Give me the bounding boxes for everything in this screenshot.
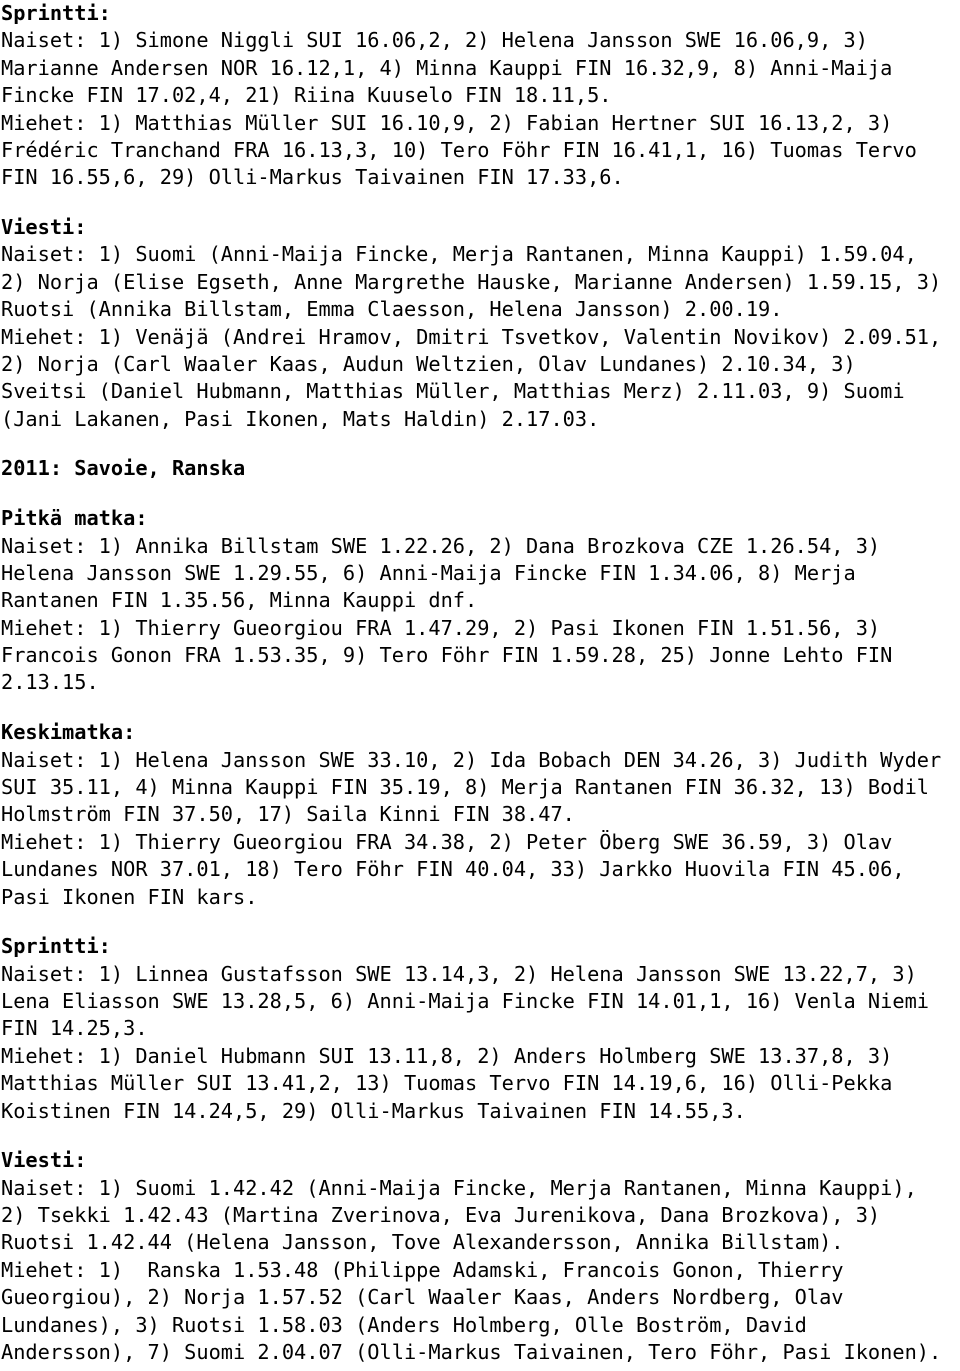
spacer [1,697,960,719]
result-line: FIN 14.25,3. [1,1016,148,1041]
spacer [1,433,960,455]
result-line: FIN 16.55,6, 29) Olli-Markus Taivainen FIN 17.33,6. [1,165,624,190]
section-relay-2010 [1,214,960,433]
result-line: Ruotsi (Annika Billstam, Emma Claesson, Helena Jansson) 2.00.19. [1,297,783,322]
result-line: (Jani Lakanen, Pasi Ikonen, Mats Haldin) 2.17.03. [1,406,600,431]
result-line: Frédéric Tranchand FRA 16.13,3, 10) Tero Föhr FIN 16.41,1, 16) Tuomas Tervo [1,137,917,162]
spacer [1,483,960,505]
result-line: Naiset: 1) Simone Niggli SUI 16.06,2, 2) Helena Jansson SWE 16.06,9, 3) [1,28,868,53]
result-line: Fincke FIN 17.02,4, 21) Riina Kuuselo FIN 18.11,5. [1,83,612,108]
result-line: Naiset: 1) Helena Jansson SWE 33.10, 2) Ida Bobach DEN 34.26, 3) Judith Wyder [1,747,942,772]
spacer [1,192,960,214]
year-title: 2011: Savoie, Ranska [1,456,246,481]
section-middle-distance [1,719,960,911]
result-line: Pasi Ikonen FIN kars. [1,884,258,909]
section-heading: Keskimatka: [1,720,136,745]
section-heading: Sprintti: [1,1,111,25]
result-line: Miehet: 1) Matthias Müller SUI 16.10,9, 2) Fabian Hertner SUI 16.13,2, 3) [1,110,893,135]
result-line: Naiset: 1) Suomi 1.42.42 (Anni-Maija Fincke, Merja Rantanen, Minna Kauppi), [1,1175,917,1200]
result-line: 2) Tsekki 1.42.43 (Martina Zverinova, Eva Jurenikova, Dana Brozkova), 3) [1,1203,881,1228]
result-line: Andersson), 7) Suomi 2.04.07 (Olli-Markus Taivainen, Tero Föhr, Pasi Ikonen). [1,1339,942,1364]
result-line: Miehet: 1) Ranska 1.53.48 (Philippe Adamski, Francois Gonon, Thierry [1,1257,844,1282]
result-line: Lundanes NOR 37.01, 18) Tero Föhr FIN 40.04, 33) Jarkko Huovila FIN 45.06, [1,857,905,882]
result-line: Sveitsi (Daniel Hubmann, Matthias Müller, Matthias Merz) 2.11.03, 9) Suomi [1,379,905,404]
result-line: Holmström FIN 37.50, 17) Saila Kinni FIN 38.47. [1,802,575,827]
spacer [1,1125,960,1147]
section-heading: Pitkä matka: [1,506,148,531]
result-line: Miehet: 1) Thierry Gueorgiou FRA 34.38, 2) Peter Öberg SWE 36.59, 3) Olav [1,829,893,854]
result-line: Marianne Andersen NOR 16.12,1, 4) Minna Kauppi FIN 16.32,9, 8) Anni-Maija [1,55,893,80]
section-sprint-2011 [1,933,960,1125]
result-line: Rantanen FIN 1.35.56, Minna Kauppi dnf. [1,588,478,613]
result-line: Gueorgiou), 2) Norja 1.57.52 (Carl Waaler Kaas, Anders Nordberg, Olav [1,1285,844,1310]
section-heading: Viesti: [1,1148,87,1173]
section-heading: Sprintti: [1,934,111,959]
result-line: Koistinen FIN 14.24,5, 29) Olli-Markus Taivainen FIN 14.55,3. [1,1098,746,1123]
result-line: 2) Norja (Carl Waaler Kaas, Audun Weltzien, Olav Lundanes) 2.10.34, 3) [1,351,856,376]
section-sprint-2010 [1,0,960,192]
result-line: Naiset: 1) Linnea Gustafsson SWE 13.14,3, 2) Helena Jansson SWE 13.22,7, 3) [1,961,917,986]
result-line: Ruotsi 1.42.44 (Helena Jansson, Tove Alexandersson, Annika Billstam). [1,1230,844,1255]
result-line: Francois Gonon FRA 1.53.35, 9) Tero Föhr FIN 1.59.28, 25) Jonne Lehto FIN [1,643,893,668]
result-line: Miehet: 1) Daniel Hubmann SUI 13.11,8, 2) Anders Holmberg SWE 13.37,8, 3) [1,1043,893,1068]
result-line: SUI 35.11, 4) Minna Kauppi FIN 35.19, 8) Merja Rantanen FIN 36.32, 13) Bodil [1,774,929,799]
result-line: 2) Norja (Elise Egseth, Anne Margrethe Hauske, Marianne Andersen) 1.59.15, 3) [1,269,942,294]
result-line: 2.13.15. [1,670,99,695]
result-line: Naiset: 1) Suomi (Anni-Maija Fincke, Merja Rantanen, Minna Kauppi) 1.59.04, [1,242,917,267]
result-line: Miehet: 1) Venäjä (Andrei Hramov, Dmitri Tsvetkov, Valentin Novikov) 2.09.51, [1,324,942,349]
result-line: Matthias Müller SUI 13.41,2, 13) Tuomas Tervo FIN 14.19,6, 16) Olli-Pekka [1,1071,893,1096]
spacer [1,911,960,933]
result-line: Miehet: 1) Thierry Gueorgiou FRA 1.47.29, 2) Pasi Ikonen FIN 1.51.56, 3) [1,615,881,640]
result-line: Lena Eliasson SWE 13.28,5, 6) Anni-Maija Fincke FIN 14.01,1, 16) Venla Niemi [1,988,929,1013]
result-line: Lundanes), 3) Ruotsi 1.58.03 (Anders Holmberg, Olle Boström, David [1,1312,807,1337]
result-line: Naiset: 1) Annika Billstam SWE 1.22.26, 2) Dana Brozkova CZE 1.26.54, 3) [1,533,881,558]
section-long-distance [1,505,960,697]
section-relay-2011 [1,1147,960,1366]
result-line: Helena Jansson SWE 1.29.55, 6) Anni-Maija Fincke FIN 1.34.06, 8) Merja [1,560,856,585]
section-heading: Viesti: [1,215,87,240]
